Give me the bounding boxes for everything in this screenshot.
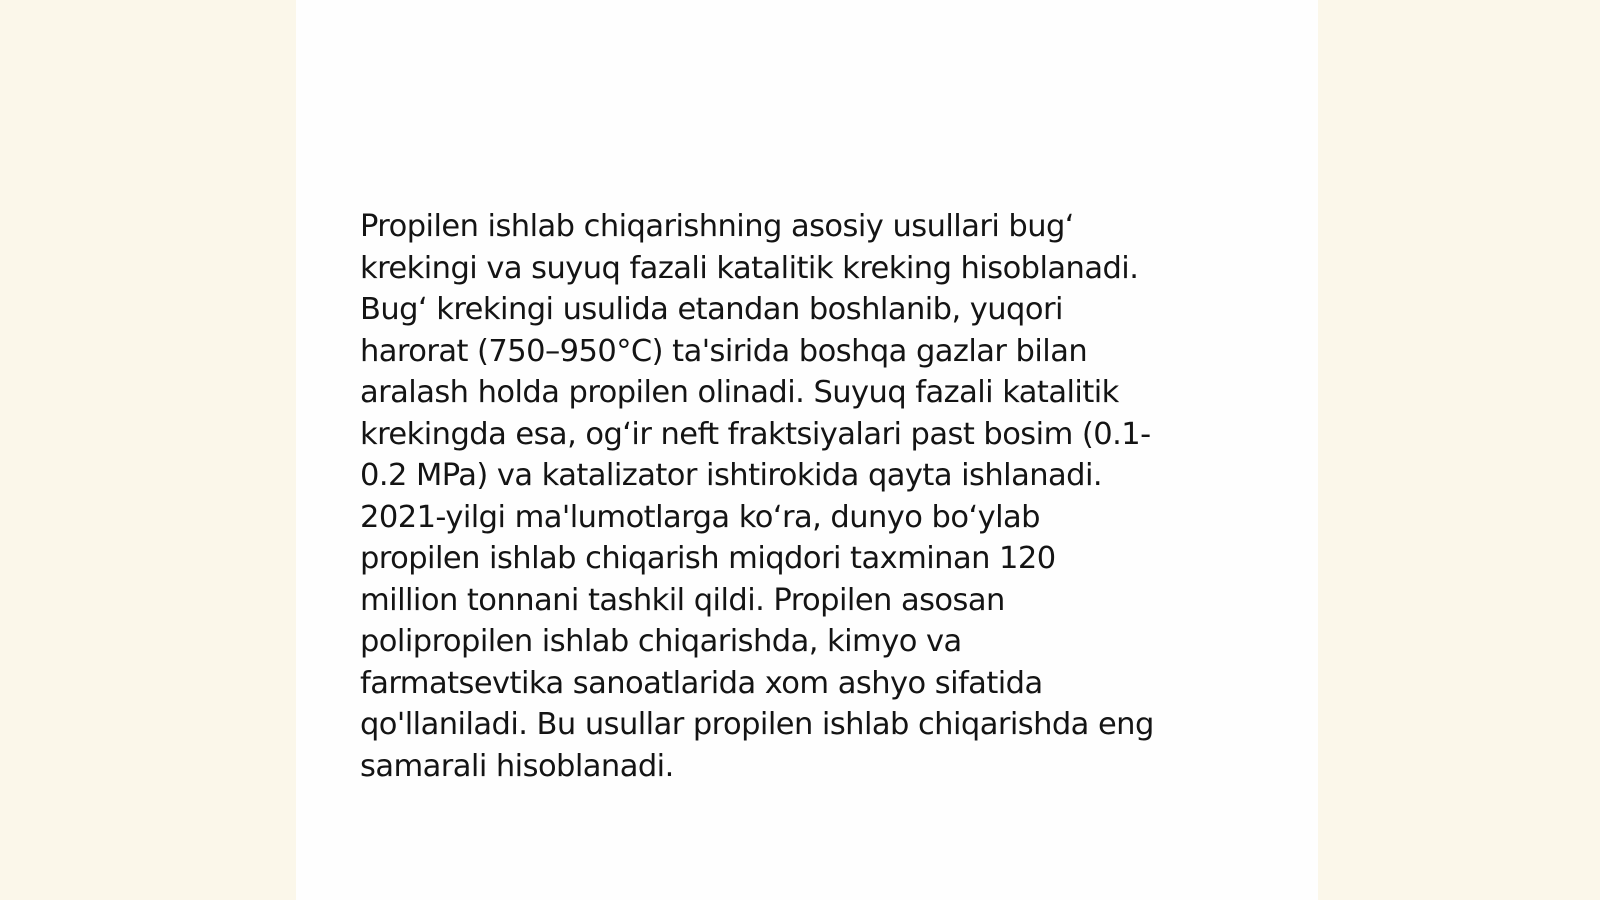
paragraph-line-3: Bug‘ krekingi usulida etandan boshlanib, yuqori [360,292,1063,327]
paragraph-line-11: polipropilen ishlab chiqarishda, kimyo va [360,624,962,659]
paragraph-line-10: million tonnani tashkil qildi. Propilen asosan [360,582,1005,618]
paragraph-line-2: krekingi va suyuq fazali katalitik kreking hisoblanadi. [360,250,1139,286]
paragraph-line-8: 2021-yilgi ma'lumotlarga ko‘ra, dunyo bo‘ylab [360,499,1040,535]
document-sheet [296,0,1318,900]
paragraph-line-12: farmatsevtika sanoatlarida xom ashyo sifatida [360,665,1043,701]
paragraph-line-7: 0.2 MPa) va katalizator ishtirokida qayta ishlanadi. [360,458,1103,493]
paragraph-line-5: aralash holda propilen olinadi. Suyuq fazali katalitik [360,375,1119,410]
paragraph-line-13: qo'llaniladi. Bu usullar propilen ishlab chiqarishda eng [360,707,1154,742]
document-paragraph [360,206,1260,787]
paragraph-line-14: samarali hisoblanadi. [360,748,674,784]
paragraph-line-1: Propilen ishlab chiqarishning asosiy usullari bug‘ [360,209,1074,244]
paragraph-line-4: harorat (750–950°C) ta'sirida boshqa gazlar bilan [360,333,1088,369]
paragraph-line-6: krekingda esa, og‘ir neft fraktsiyalari past bosim (0.1- [360,416,1151,452]
paragraph-line-9: propilen ishlab chiqarish miqdori taxminan 120 [360,541,1056,576]
